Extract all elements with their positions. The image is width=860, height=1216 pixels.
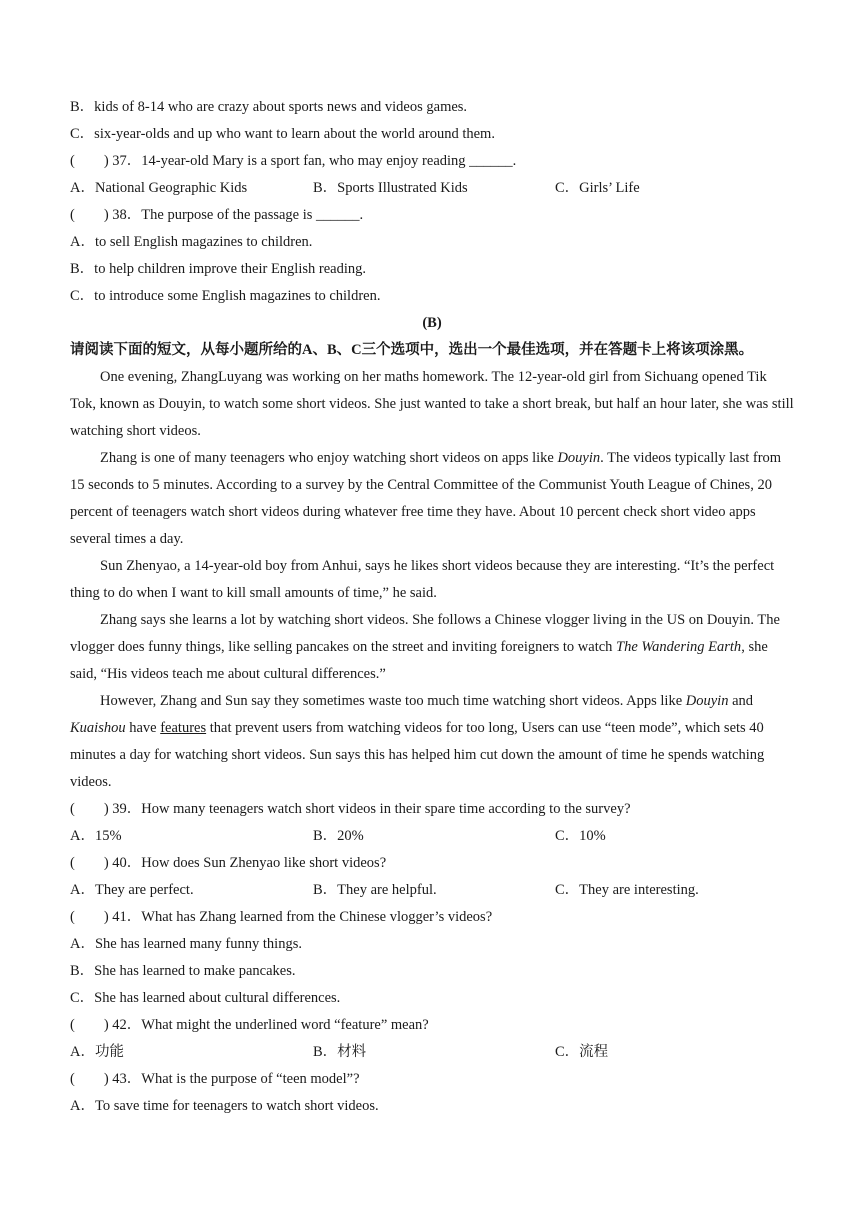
q36-option-c: C．six-year-olds and up who want to learn about the world around them. xyxy=(70,126,495,142)
q40-options xyxy=(70,877,794,904)
q39-option-b: B．20% xyxy=(313,828,364,844)
q37-stem: ( ) 37．14-year-old Mary is a sport fan, who may enjoy reading ______. xyxy=(70,153,517,169)
q42-options xyxy=(70,1039,794,1066)
q38-option-a: A．to sell English magazines to children. xyxy=(70,234,313,250)
q36-option-b: B．kids of 8-14 who are crazy about sports news and videos games. xyxy=(70,99,468,115)
exam-page xyxy=(70,94,794,1120)
q43-stem: ( ) 43．What is the purpose of “teen model”? xyxy=(70,1071,360,1087)
passage-text: that prevent users from watching videos for too long, Users can use “teen mode”, which sets 40 minutes a day for watching short videos. Sun says this has helped him cut down the amount of time he spends watching videos. xyxy=(70,720,765,790)
q41-stem: ( ) 41．What has Zhang learned from the Chinese vlogger’s videos? xyxy=(70,909,493,925)
section-instruction: 请阅读下面的短文，从每小题所给的A、B、C三个选项中，选出一个最佳选项，并在答题卡上将该项涂黑。 xyxy=(70,342,754,358)
app-name: Douyin xyxy=(557,450,601,466)
passage-paragraph-3: Sun Zhenyao, a 14-year-old boy from Anhui, says he likes short videos because they are interesting. “It’s the perfect thing to do when I want to kill small amounts of time,” he said. xyxy=(70,558,775,601)
passage-text: However, Zhang and Sun say they sometimes waste too much time watching short videos. Apps like xyxy=(100,693,686,709)
q41-option-a: A．She has learned many funny things. xyxy=(70,936,302,952)
q39-options xyxy=(70,823,794,850)
passage-paragraph-2 xyxy=(70,445,794,553)
q38-option-b: B．to help children improve their English reading. xyxy=(70,261,366,277)
q39-option-c: C．10% xyxy=(555,828,606,844)
q37-option-c: C．Girls’ Life xyxy=(555,180,640,196)
q39-option-a: A．15% xyxy=(70,828,122,844)
app-name: Douyin xyxy=(685,693,729,709)
q40-option-a: A．They are perfect. xyxy=(70,882,194,898)
q42-stem: ( ) 42．What might the underlined word “feature” mean? xyxy=(70,1017,429,1033)
q37-options xyxy=(70,175,794,202)
q38-option-c: C．to introduce some English magazines to children. xyxy=(70,288,381,304)
q42-option-c: C．流程 xyxy=(555,1044,609,1060)
q40-option-b: B．They are helpful. xyxy=(313,882,437,898)
passage-text: . The videos typically last from 15 seconds to 5 minutes. According to a survey by the Central Committee of the Communist Youth League of Chines, 20 percent of teenagers watch short videos during whatever free time they have. About 10 percent check short video apps several times a day. xyxy=(70,450,782,547)
passage-text: Zhang says she learns a lot by watching short videos. She follows a Chinese vlogger living in the US on Douyin. The vlogger does funny things, like selling pancakes on the street and inviting foreigners to watch xyxy=(70,612,780,655)
movie-title: The Wandering Earth xyxy=(616,639,742,655)
q37-option-b: B．Sports Illustrated Kids xyxy=(313,180,468,196)
q40-stem: ( ) 40．How does Sun Zhenyao like short videos? xyxy=(70,855,387,871)
q41-option-b: B．She has learned to make pancakes. xyxy=(70,963,296,979)
passage-text: have xyxy=(125,720,161,736)
passage-text: Zhang is one of many teenagers who enjoy watching short videos on apps like xyxy=(100,450,558,466)
passage-text: , she said, “His videos teach me about cultural differences.” xyxy=(70,639,768,682)
underlined-word: features xyxy=(160,720,207,736)
passage-paragraph-4 xyxy=(70,607,794,688)
q37-option-a: A．National Geographic Kids xyxy=(70,180,248,196)
app-name: Kuaishou xyxy=(70,720,126,736)
q39-stem: ( ) 39．How many teenagers watch short videos in their spare time according to the survey? xyxy=(70,801,631,817)
passage-paragraph-1: One evening, ZhangLuyang was working on her maths homework. The 12-year-old girl from Sichuang opened Tik Tok, known as Douyin, to watch some short videos. She just wanted to take a short break, but half an hour later, she was still watching short videos. xyxy=(70,369,794,439)
passage-text: and xyxy=(728,693,754,709)
q40-option-c: C．They are interesting. xyxy=(555,882,699,898)
q42-option-b: B．材料 xyxy=(313,1044,367,1060)
section-title: (B) xyxy=(422,315,442,331)
q43-option-a: A．To save time for teenagers to watch short videos. xyxy=(70,1098,379,1114)
q38-stem: ( ) 38．The purpose of the passage is ______. xyxy=(70,207,364,223)
q41-option-c: C．She has learned about cultural differences. xyxy=(70,990,341,1006)
passage-paragraph-5 xyxy=(70,688,794,796)
q42-option-a: A．功能 xyxy=(70,1044,124,1060)
